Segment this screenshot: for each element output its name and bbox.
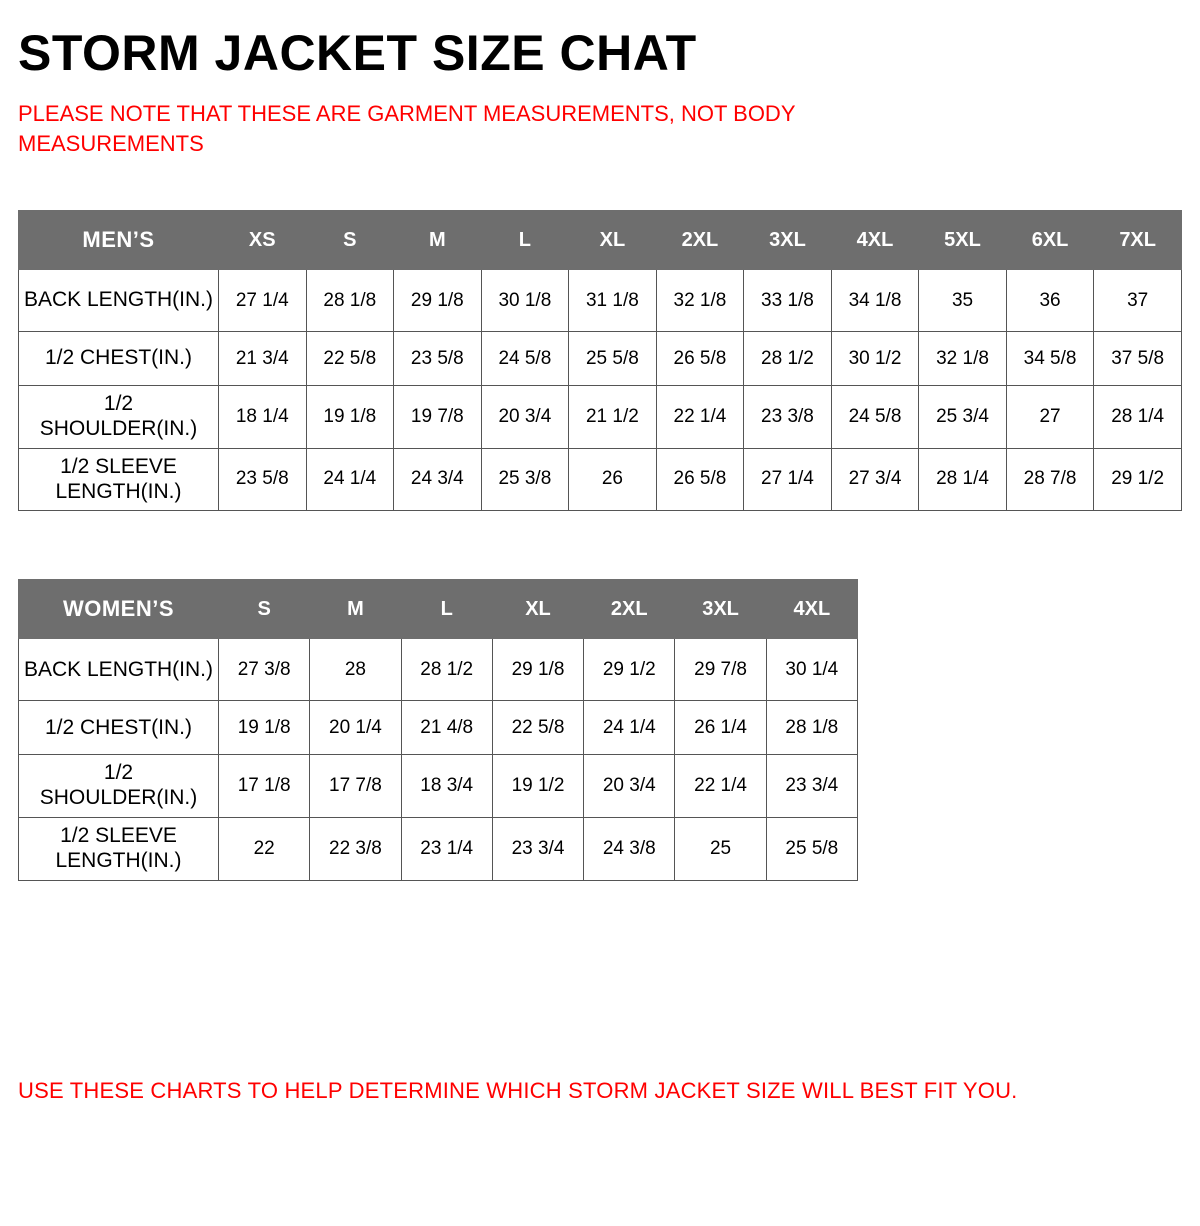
cell: 31 1/8 xyxy=(569,270,657,332)
row-label: 1/2 SLEEVE LENGTH(IN.) xyxy=(19,817,219,880)
cell: 22 1/4 xyxy=(656,386,744,449)
cell: 19 1/8 xyxy=(306,386,394,449)
cell: 24 1/4 xyxy=(584,701,675,755)
size-chart-page xyxy=(0,26,1200,1226)
cell: 18 3/4 xyxy=(401,755,492,818)
cell: 32 1/8 xyxy=(656,270,744,332)
womens-category-header: WOMEN’S xyxy=(19,580,219,639)
cell: 30 1/8 xyxy=(481,270,569,332)
cell: 36 xyxy=(1006,270,1094,332)
row-label: 1/2 CHEST(IN.) xyxy=(19,332,219,386)
womens-size-header: XL xyxy=(492,580,583,639)
cell: 28 1/2 xyxy=(401,639,492,701)
cell: 27 3/8 xyxy=(219,639,310,701)
cell: 27 3/4 xyxy=(831,448,919,511)
cell: 20 3/4 xyxy=(584,755,675,818)
table-row xyxy=(19,755,858,818)
note-bottom: USE THESE CHARTS TO HELP DETERMINE WHICH STORM JACKET SIZE WILL BEST FIT YOU. xyxy=(18,1078,1018,1103)
table-row xyxy=(19,817,858,880)
cell: 25 xyxy=(675,817,766,880)
cell: 18 1/4 xyxy=(219,386,307,449)
cell: 30 1/2 xyxy=(831,332,919,386)
mens-size-header: 2XL xyxy=(656,211,744,270)
cell: 29 7/8 xyxy=(675,639,766,701)
cell: 29 1/2 xyxy=(1094,448,1182,511)
cell: 26 5/8 xyxy=(656,448,744,511)
cell: 20 1/4 xyxy=(310,701,401,755)
mens-category-header: MEN’S xyxy=(19,211,219,270)
mens-size-header: 5XL xyxy=(919,211,1007,270)
cell: 23 1/4 xyxy=(401,817,492,880)
cell: 24 5/8 xyxy=(481,332,569,386)
womens-size-header: 4XL xyxy=(766,580,857,639)
cell: 25 5/8 xyxy=(766,817,857,880)
cell: 19 7/8 xyxy=(394,386,482,449)
cell: 32 1/8 xyxy=(919,332,1007,386)
cell: 27 xyxy=(1006,386,1094,449)
cell: 27 1/4 xyxy=(744,448,832,511)
cell: 25 5/8 xyxy=(569,332,657,386)
cell: 26 1/4 xyxy=(675,701,766,755)
womens-size-table xyxy=(18,579,858,880)
cell: 23 3/8 xyxy=(744,386,832,449)
cell: 21 4/8 xyxy=(401,701,492,755)
row-label: 1/2 SHOULDER(IN.) xyxy=(19,755,219,818)
cell: 30 1/4 xyxy=(766,639,857,701)
cell: 17 1/8 xyxy=(219,755,310,818)
mens-size-header: 6XL xyxy=(1006,211,1094,270)
table-row xyxy=(19,270,1182,332)
cell: 29 1/8 xyxy=(394,270,482,332)
mens-header-row xyxy=(19,211,1182,270)
womens-size-header: 2XL xyxy=(584,580,675,639)
row-label: BACK LENGTH(IN.) xyxy=(19,639,219,701)
cell: 22 3/8 xyxy=(310,817,401,880)
mens-size-header: 3XL xyxy=(744,211,832,270)
cell: 23 3/4 xyxy=(492,817,583,880)
womens-size-header: 3XL xyxy=(675,580,766,639)
cell: 23 3/4 xyxy=(766,755,857,818)
mens-size-header: XL xyxy=(569,211,657,270)
cell: 19 1/8 xyxy=(219,701,310,755)
cell: 29 1/8 xyxy=(492,639,583,701)
womens-size-header: M xyxy=(310,580,401,639)
table-row xyxy=(19,332,1182,386)
row-label: BACK LENGTH(IN.) xyxy=(19,270,219,332)
womens-size-header: L xyxy=(401,580,492,639)
cell: 28 1/8 xyxy=(766,701,857,755)
cell: 27 1/4 xyxy=(219,270,307,332)
cell: 21 1/2 xyxy=(569,386,657,449)
cell: 24 5/8 xyxy=(831,386,919,449)
table-row xyxy=(19,701,858,755)
mens-size-table xyxy=(18,210,1182,511)
cell: 19 1/2 xyxy=(492,755,583,818)
womens-header-row xyxy=(19,580,858,639)
mens-size-header: 4XL xyxy=(831,211,919,270)
cell: 28 7/8 xyxy=(1006,448,1094,511)
mens-size-header: 7XL xyxy=(1094,211,1182,270)
cell: 34 5/8 xyxy=(1006,332,1094,386)
cell: 24 3/4 xyxy=(394,448,482,511)
cell: 28 1/2 xyxy=(744,332,832,386)
cell: 24 1/4 xyxy=(306,448,394,511)
mens-size-header: M xyxy=(394,211,482,270)
cell: 25 3/8 xyxy=(481,448,569,511)
cell: 24 3/8 xyxy=(584,817,675,880)
row-label: 1/2 SHOULDER(IN.) xyxy=(19,386,219,449)
page-title: STORM JACKET SIZE CHAT xyxy=(18,25,697,81)
cell: 25 3/4 xyxy=(919,386,1007,449)
mens-size-header: XS xyxy=(219,211,307,270)
row-label: 1/2 CHEST(IN.) xyxy=(19,701,219,755)
cell: 28 1/4 xyxy=(1094,386,1182,449)
cell: 28 1/4 xyxy=(919,448,1007,511)
row-label: 1/2 SLEEVE LENGTH(IN.) xyxy=(19,448,219,511)
cell: 21 3/4 xyxy=(219,332,307,386)
cell: 33 1/8 xyxy=(744,270,832,332)
cell: 22 5/8 xyxy=(492,701,583,755)
cell: 37 5/8 xyxy=(1094,332,1182,386)
cell: 26 5/8 xyxy=(656,332,744,386)
cell: 20 3/4 xyxy=(481,386,569,449)
table-row xyxy=(19,386,1182,449)
cell: 23 5/8 xyxy=(219,448,307,511)
womens-size-header: S xyxy=(219,580,310,639)
table-row xyxy=(19,448,1182,511)
cell: 29 1/2 xyxy=(584,639,675,701)
cell: 22 1/4 xyxy=(675,755,766,818)
cell: 22 5/8 xyxy=(306,332,394,386)
cell: 17 7/8 xyxy=(310,755,401,818)
cell: 28 1/8 xyxy=(306,270,394,332)
note-top: PLEASE NOTE THAT THESE ARE GARMENT MEASUREMENTS, NOT BODY MEASUREMENTS xyxy=(18,101,796,156)
cell: 34 1/8 xyxy=(831,270,919,332)
mens-size-header: L xyxy=(481,211,569,270)
cell: 35 xyxy=(919,270,1007,332)
mens-size-header: S xyxy=(306,211,394,270)
cell: 22 xyxy=(219,817,310,880)
cell: 37 xyxy=(1094,270,1182,332)
table-row xyxy=(19,639,858,701)
cell: 28 xyxy=(310,639,401,701)
cell: 26 xyxy=(569,448,657,511)
cell: 23 5/8 xyxy=(394,332,482,386)
